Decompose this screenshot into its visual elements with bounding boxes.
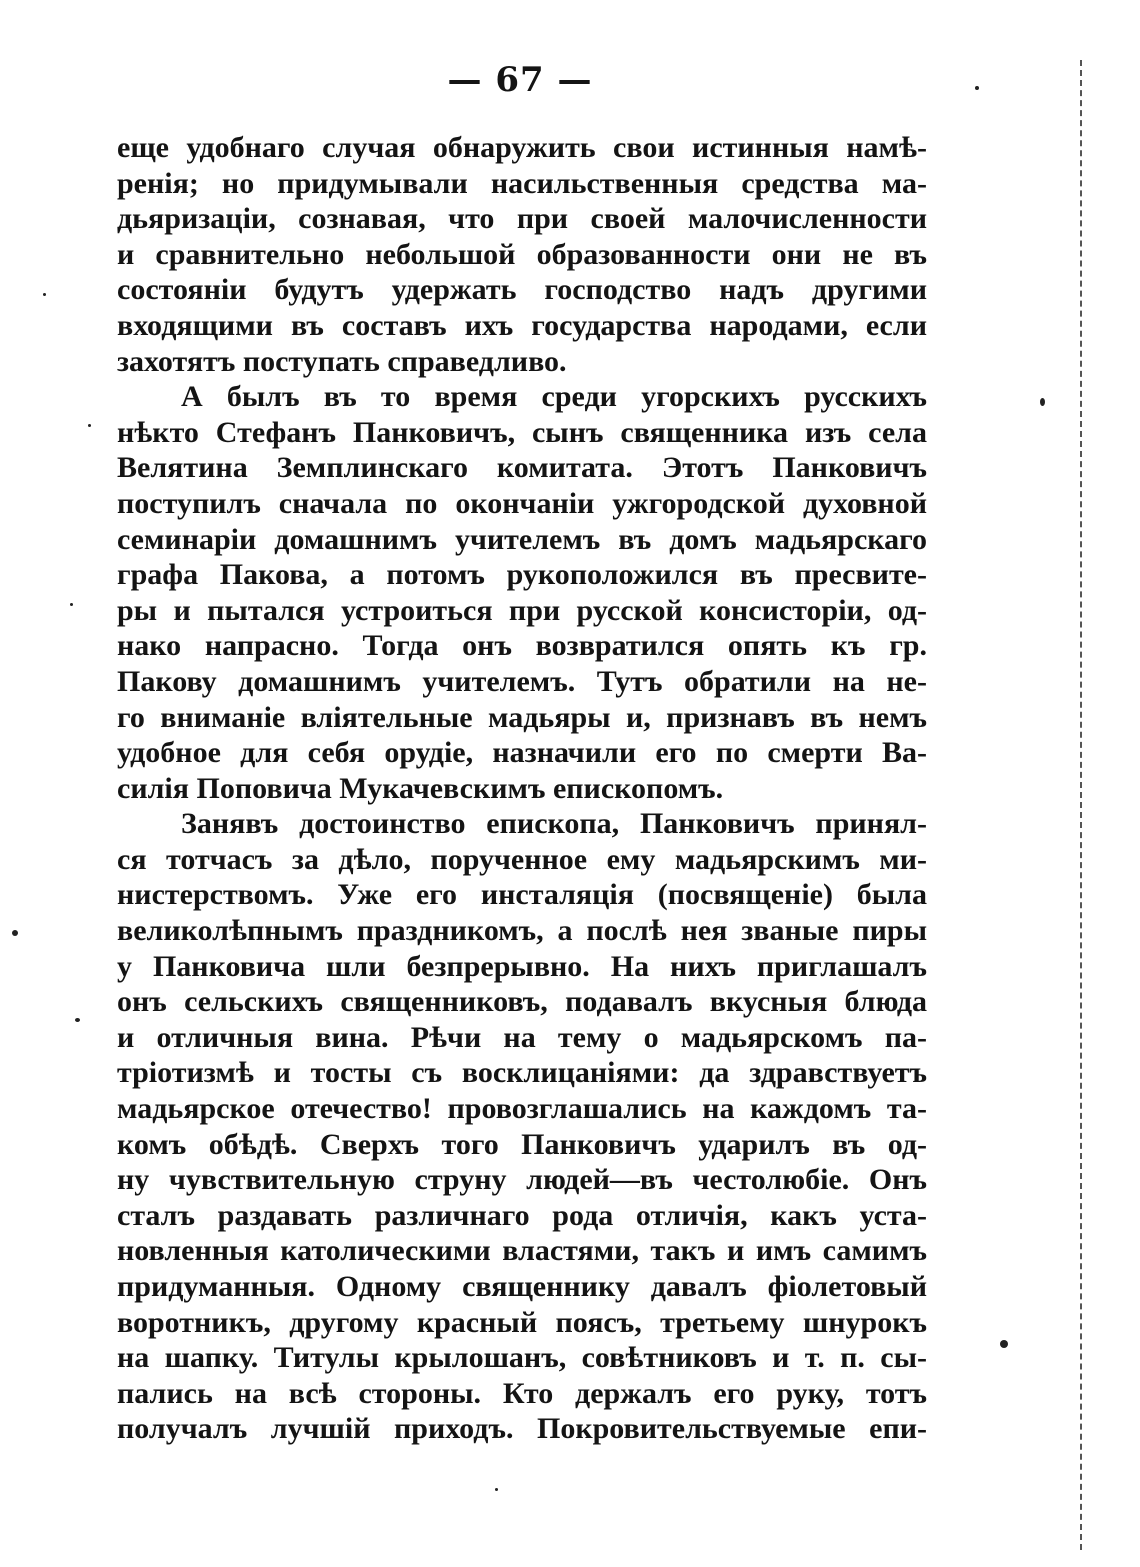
text-line: состояніи будутъ удержать господство надъ другими [117,273,927,307]
text-line: и отличныя вина. Рѣчи на тему о мадьярскомъ па- [117,1020,927,1054]
text-line: ры и пытался устроиться при русской консисторіи, од- [117,593,927,627]
text-line: получалъ лучшій приходъ. Покровительствуемые епи- [117,1412,927,1446]
scan-speck [75,1018,80,1022]
text-line: тріотизмѣ и тосты съ восклицаніями: да здравствуетъ [117,1056,927,1090]
body-text [117,130,927,1447]
text-line: удобное для себя орудіе, назначили его по смерти Ва- [117,736,927,770]
text-line: дьяризаціи, сознавая, что при своей малочисленности [117,202,927,236]
text-line: нѣкто Стефанъ Панковичъ, сынъ священника изъ села [117,415,927,449]
text-line: у Панковича шли безпрерывно. На нихъ приглашалъ [117,949,927,983]
text-line: силія Поповича Мукачевскимъ епископомъ. [117,771,724,805]
text-line: на шапку. Титулы крылошанъ, совѣтниковъ и т. п. сы- [117,1341,927,1375]
text-line: Занявъ достоинство епископа, Панковичъ принял- [181,807,927,841]
scan-speck [70,603,73,606]
text-line: Велятина Земплинскаго комитата. Этотъ Панковичъ [117,451,927,485]
page-edge-rule [1080,60,1082,1550]
text-line: великолѣпнымъ праздникомъ, а послѣ нея званые пиры [117,914,927,948]
text-line: входящими въ составъ ихъ государства народами, если [117,308,927,342]
scan-speck [975,86,979,90]
page-number: — 67 — [447,60,593,100]
scan-speck [495,1488,498,1491]
text-line: воротникъ, другому красный поясъ, третьему шнурокъ [117,1305,927,1339]
text-line: А былъ въ то время среди угорскихъ русскихъ [181,380,927,414]
text-line: ну чувствительную струну людей—въ честолюбіе. Онъ [117,1163,927,1197]
scan-speck [1040,398,1045,406]
text-line: комъ обѣдѣ. Сверхъ того Панковичъ ударилъ въ од- [117,1127,927,1161]
text-line: еще удобнаго случая обнаружить свои истинныя намѣ- [117,131,927,164]
text-line: графа Пакова, а потомъ рукоположился въ пресвите- [117,558,927,592]
scan-speck [43,293,46,296]
text-line: придуманныя. Одному священнику давалъ фіолетовый [117,1270,927,1303]
text-line: семинаріи домашнимъ учителемъ въ домъ мадьярскаго [117,522,927,556]
text-line: сталъ раздавать различнаго рода отличія, какъ уста- [117,1198,927,1232]
text-line: нистерствомъ. Уже его инсталяція (посвященіе) была [117,878,927,912]
text-line: ся тотчасъ за дѣло, порученное ему мадьярскимъ ми- [117,842,927,876]
text-line: Пакову домашнимъ учителемъ. Тутъ обратили на не- [117,664,927,698]
text-line: и сравнительно небольшой образованности они не въ [117,237,927,271]
text-line: захотятъ поступать справедливо. [117,344,567,378]
scan-speck [12,930,18,936]
text-line: новленныя католическими властями, такъ и имъ самимъ [117,1234,927,1268]
scan-speck [88,424,91,427]
text-line: го вниманіе вліятельные мадьяры и, признавъ въ немъ [117,700,927,734]
text-line: пались на всѣ стороны. Кто держалъ его руку, тотъ [117,1376,927,1410]
text-line: нако напрасно. Тогда онъ возвратился опять къ гр. [117,629,927,663]
text-line: мадьярское отечество! провозглашались на каждомъ та- [117,1092,927,1126]
scan-speck [1000,1340,1008,1348]
text-line: поступилъ сначала по окончаніи ужгородской духовной [117,486,927,520]
text-line: ренія; но придумывали насильственныя средства ма- [117,166,927,200]
text-line: онъ сельскихъ священниковъ, подавалъ вкусныя блюда [117,985,927,1019]
